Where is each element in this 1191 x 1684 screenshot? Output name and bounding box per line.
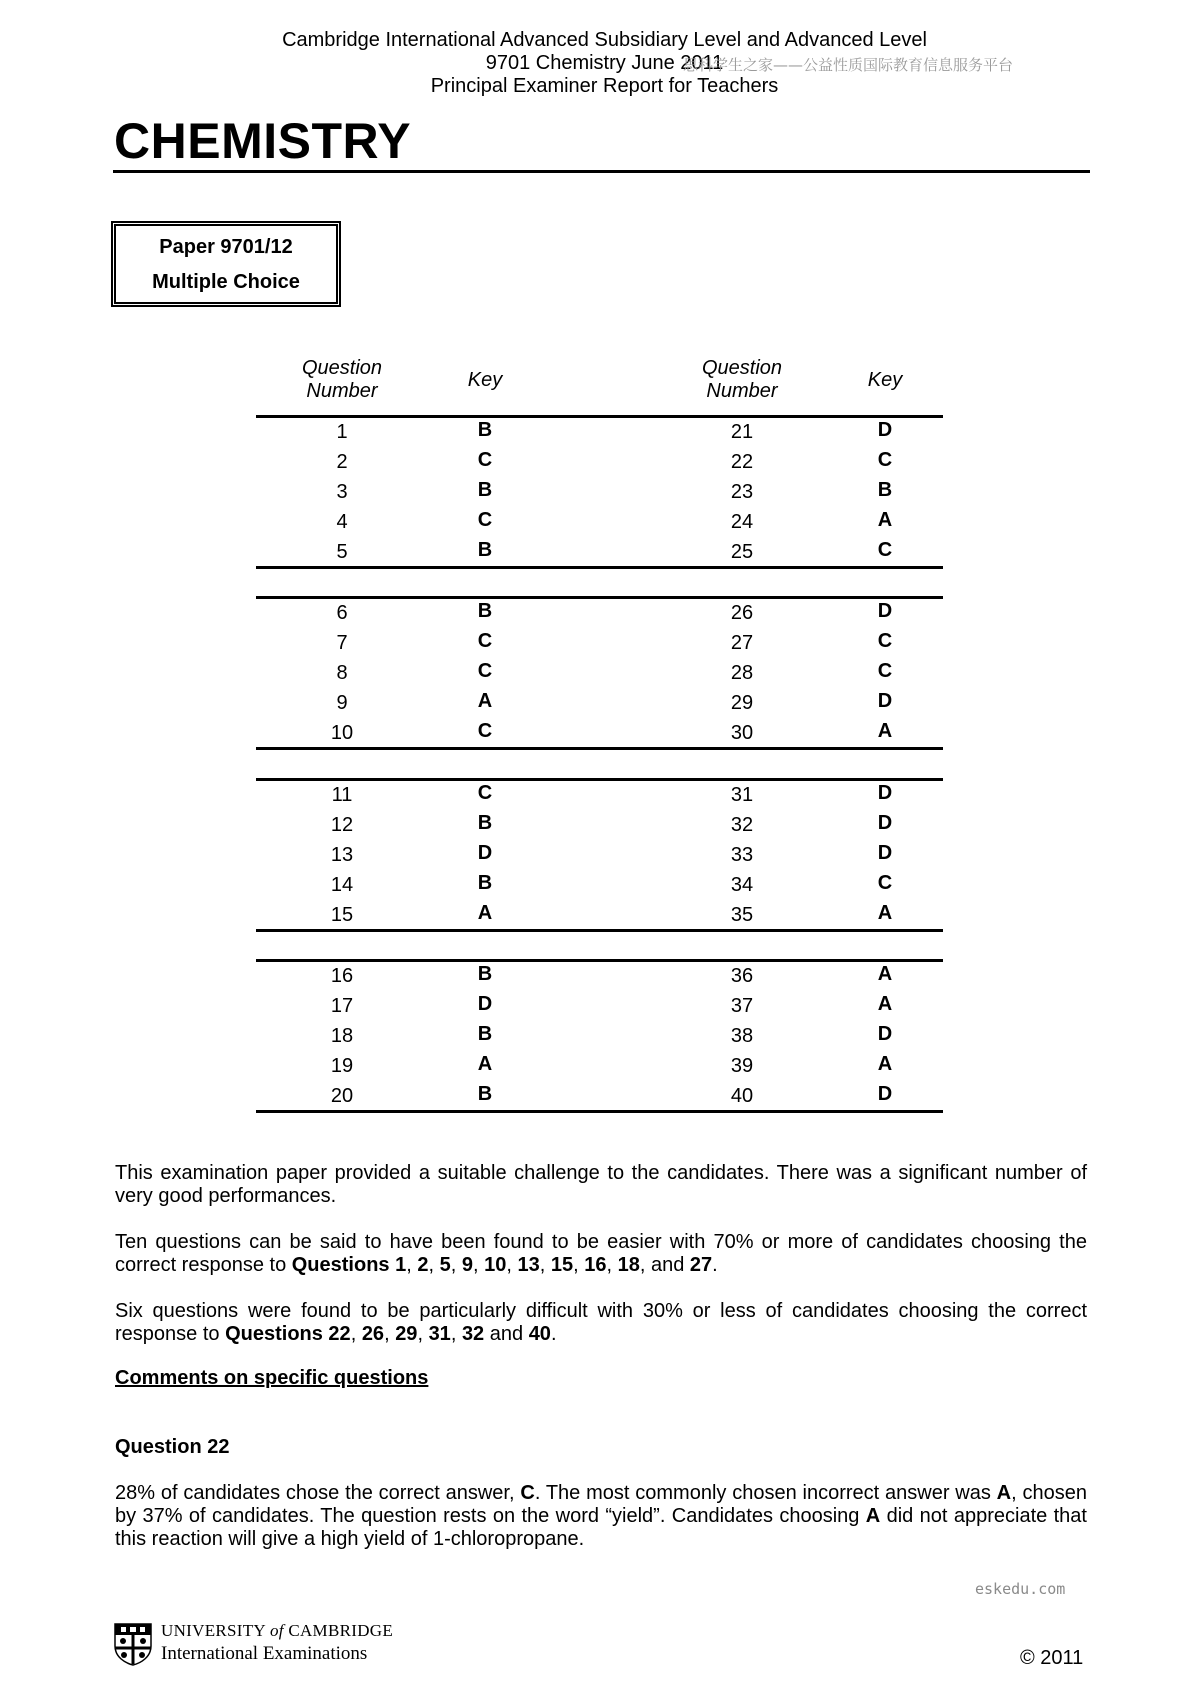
q22-incorrect-answer-2: A [865,1505,881,1527]
table-rule-group2-start [256,596,943,599]
university-of: of [269,1621,284,1640]
header-key-left: Key [467,369,503,391]
site-watermark: eskedu.com [975,1580,1066,1598]
paper-box [111,221,341,307]
answer-key-13: D [477,842,493,864]
table-rule-group4-end [256,1110,943,1113]
easy-q-2: 2 [417,1254,429,1276]
easy-q-27: 27 [689,1254,713,1276]
question-number-23: 23 [730,481,754,503]
question-number-36: 36 [730,965,754,987]
answer-key-36: A [877,963,893,985]
question-number-26: 26 [730,602,754,624]
difficult-q-40: 40 [528,1323,551,1345]
table-rule-header [256,415,943,418]
answer-key-35: A [877,902,893,924]
answer-key-14: B [477,872,493,894]
answer-key-31: D [877,782,893,804]
easy-q-1: Questions 1 [291,1254,407,1276]
intro-paragraph: This examination paper provided a suitable challenge to the candidates. There was a significant number of very good performances. [115,1162,1087,1207]
question-number-7: 7 [336,632,348,654]
question-number-28: 28 [730,662,754,684]
question-number-38: 38 [730,1025,754,1047]
question-22-heading: Question 22 [115,1436,230,1458]
title-rule [113,170,1090,173]
question-number-2: 2 [336,451,348,473]
easy-lead-text: Ten questions can be said to have been found to be easier with 70% or more of candidates choosing the correct response to [115,1231,1087,1276]
answer-key-37: A [877,993,893,1015]
easy-q-18: 18 [617,1254,640,1276]
question-number-39: 39 [730,1055,754,1077]
watermark-text: 思科学生之家——公益性质国际教育信息服务平台 [683,56,1014,74]
question-number-29: 29 [730,692,754,714]
question-number-19: 19 [330,1055,354,1077]
question-number-11: 11 [331,784,353,806]
question-number-24: 24 [730,511,754,533]
answer-key-12: B [477,812,493,834]
question-number-15: 15 [330,904,354,926]
easy-q-9: 9 [461,1254,473,1276]
q22-text-3: , chosen by 37% of candidates. The question rests on the word “yield”. Candidates choosing [115,1482,1087,1527]
question-number-13: 13 [330,844,354,866]
copyright: © 2011 [1020,1647,1084,1669]
question-number-37: 37 [730,995,754,1017]
easy-q-16: 16 [584,1254,607,1276]
difficult-q-26: 26 [361,1323,385,1345]
table-rule-group2-end [256,747,943,750]
answer-key-7: C [477,630,493,652]
easy-q-13: 13 [517,1254,540,1276]
answer-key-1: B [477,419,493,441]
question-number-33: 33 [730,844,754,866]
answer-key-19: A [477,1053,493,1075]
answer-key-34: C [877,872,893,894]
easy-q-10: 10 [484,1254,507,1276]
answer-key-24: A [877,509,893,531]
answer-key-4: C [477,509,493,531]
answer-key-2: C [477,449,493,471]
comments-heading: Comments on specific questions [115,1367,429,1389]
difficult-q-29: 29 [395,1323,418,1345]
question-number-40: 40 [730,1085,754,1107]
question-number-20: 20 [330,1085,354,1107]
table-rule-group4-start [256,959,943,962]
question-number-21: 21 [730,421,754,443]
easy-q-15: 15 [550,1254,574,1276]
header-line-3: Principal Examiner Report for Teachers [430,75,779,97]
table-rule-group3-start [256,778,943,781]
question-number-3: 3 [336,481,348,503]
difficult-questions-paragraph: Six questions were found to be particularly difficult with 30% or less of candidates choosing the correct response to Questions 22, 26, 29, 31, 32 and 40. [115,1300,1087,1345]
answer-key-9: A [477,690,493,712]
question-number-17: 17 [330,995,354,1017]
answer-key-6: B [477,600,493,622]
answer-key-21: D [877,419,893,441]
question-number-25: 25 [730,541,754,563]
answer-key-10: C [477,720,493,742]
university-cambridge: CAMBRIDGE [288,1621,394,1640]
q22-correct-answer: C [520,1482,535,1504]
easy-and: and [650,1254,685,1276]
difficult-q-22: Questions 22 [225,1323,351,1345]
cambridge-shield-logo [113,1622,153,1666]
question-number-10: 10 [330,722,354,744]
header-question-number-right [682,357,802,403]
answer-key-17: D [477,993,493,1015]
header-key-right: Key [867,369,903,391]
difficult-q-31: 31 [428,1323,451,1345]
header-question-word: Question [701,357,783,379]
answer-key-18: B [477,1023,493,1045]
answer-key-32: D [877,812,893,834]
question-number-34: 34 [730,874,754,896]
question-number-9: 9 [336,692,348,714]
q22-text-2: . The most commonly chosen incorrect answer was [534,1482,997,1504]
header-number-word: Number [706,380,778,402]
easy-q-5: 5 [439,1254,451,1276]
header-question-number-left [282,357,402,403]
question-number-27: 27 [730,632,754,654]
table-rule-group3-end [256,929,943,932]
answer-key-8: C [477,660,493,682]
answer-key-33: D [877,842,893,864]
header-question-word: Question [301,357,383,379]
answer-key-38: D [877,1023,893,1045]
answer-key-3: B [477,479,493,501]
question-22-paragraph [115,1482,1087,1551]
question-number-5: 5 [336,541,348,563]
answer-key-30: A [877,720,893,742]
answer-key-11: C [477,782,493,804]
easy-questions-paragraph: Ten questions can be said to have been found to be easier with 70% or more of candidates choosing the correct response to Questions 1, 2, 5, 9, 10, 13, 15, 16, 18, and 27. [115,1231,1087,1276]
answer-key-28: C [877,660,893,682]
q22-text-1: 28% of candidates chose the correct answer, [115,1482,521,1504]
difficult-q-32: 32 [461,1323,485,1345]
answer-key-5: B [477,539,493,561]
answer-key-29: D [877,690,893,712]
question-number-4: 4 [336,511,348,533]
question-number-35: 35 [730,904,754,926]
question-number-1: 1 [336,421,348,443]
answer-key-26: D [877,600,893,622]
answer-key-27: C [877,630,893,652]
paper-number: Paper 9701/12 [159,236,293,258]
question-number-8: 8 [336,662,348,684]
answer-key-39: A [877,1053,893,1075]
answer-key-23: B [877,479,893,501]
question-number-16: 16 [330,965,354,987]
question-number-32: 32 [730,814,754,836]
answer-key-16: B [477,963,493,985]
header-line-1: Cambridge International Advanced Subsidiary Level and Advanced Level [282,29,927,51]
difficult-and: and [489,1323,524,1345]
answer-key-25: C [877,539,893,561]
difficult-lead-text: Six questions were found to be particularly difficult with 30% or less of candidates choosing the correct response to [115,1300,1087,1345]
exams-board-name: International Examinations [161,1643,368,1664]
answer-key-22: C [877,449,893,471]
header-number-word: Number [306,380,378,402]
header-line-2: 9701 Chemistry June 2011 [485,52,724,74]
question-number-14: 14 [330,874,354,896]
page-title: CHEMISTRY [114,113,412,169]
question-number-6: 6 [336,602,348,624]
question-number-12: 12 [330,814,354,836]
question-number-22: 22 [730,451,754,473]
question-number-30: 30 [730,722,754,744]
q22-incorrect-answer: A [996,1482,1012,1504]
answer-key-20: B [477,1083,493,1105]
university-name [161,1621,393,1641]
q22-text-4: did not appreciate that this reaction will give a high yield of 1-chloropropane. [115,1505,1087,1550]
paper-type: Multiple Choice [152,271,300,293]
question-number-31: 31 [730,784,754,806]
table-rule-group1-end [256,566,943,569]
answer-key-40: D [877,1083,893,1105]
university-word: UNIVERSITY [161,1621,266,1640]
question-number-18: 18 [330,1025,354,1047]
answer-key-15: A [477,902,493,924]
